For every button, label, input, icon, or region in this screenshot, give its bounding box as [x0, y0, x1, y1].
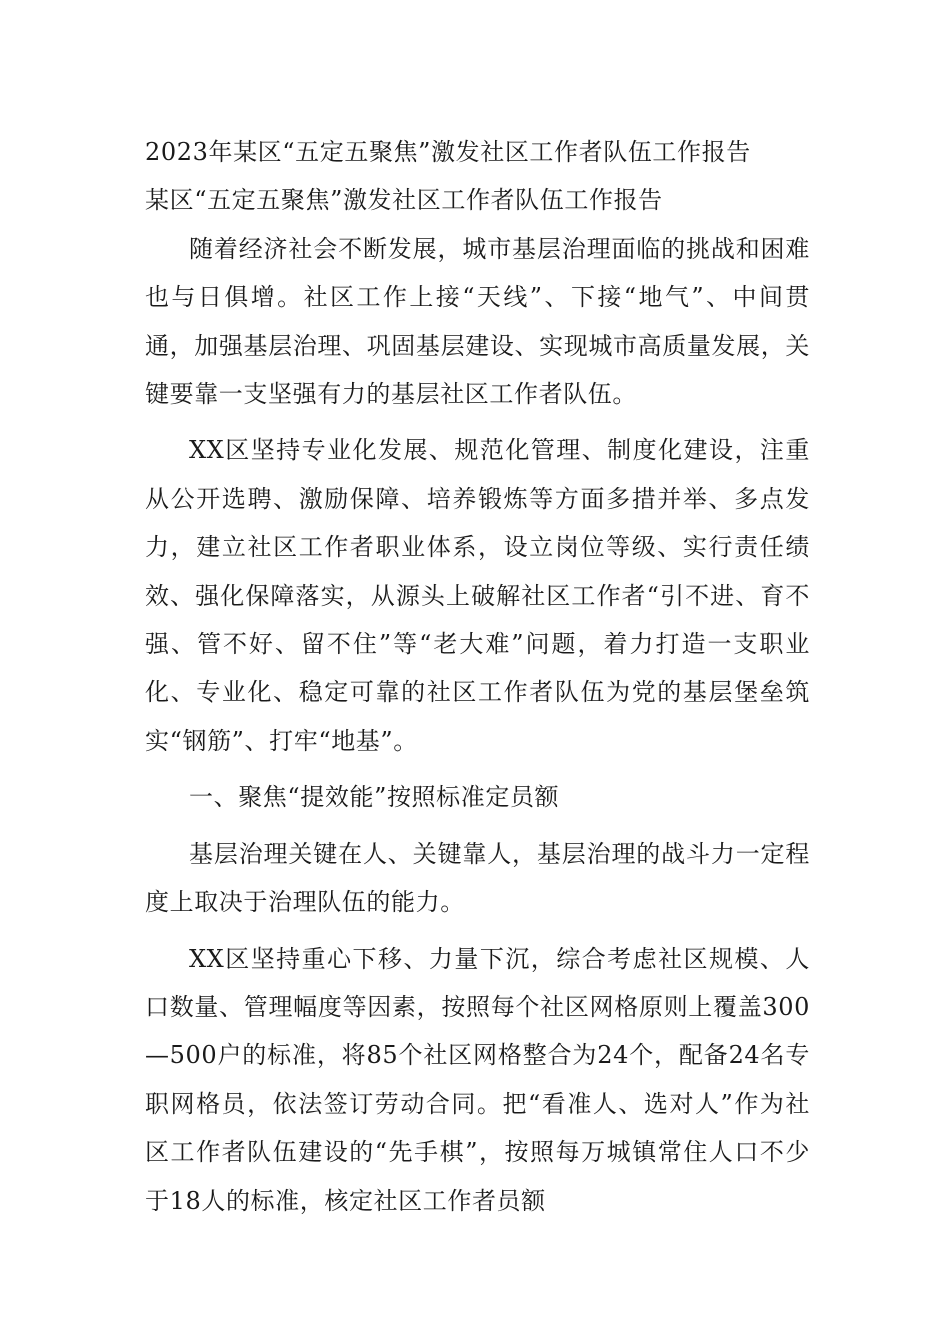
document-subtitle: 某区“五定五聚焦”激发社区工作者队伍工作报告 [145, 186, 663, 215]
paragraph-overview: XX区坚持专业化发展、规范化管理、制度化建设，注重从公开选聘、激励保障、培养锻炼等方面多措并举、多点发力，建立社区工作者职业体系，设立岗位等级、实行责任绩效、强化保障落实，从源头上破解社区工作者“引不进、育不强、管不好、留不住”等“老大难”问题，着力打造一支职业化、专业化、稳定可靠的社区工作者队伍为党的基层堡垒筑实“钢筋”、打牢“地基”。 [145, 436, 810, 755]
document-body [145, 128, 810, 1233]
paragraph-intro: 随着经济社会不断发展，城市基层治理面临的挑战和困难也与日俱增。社区工作上接“天线”、下接“地气”、中间贯通，加强基层治理、巩固基层建设、实现城市高质量发展，关键要靠一支坚强有力的基层社区工作者队伍。 [145, 234, 810, 409]
paragraph-section-1-b: XX区坚持重心下移、力量下沉，综合考虑社区规模、人口数量、管理幅度等因素，按照每个社区网格原则上覆盖300—500户的标准，将85个社区网格整合为24个，配备24名专职网格员，依法签订劳动合同。把“看准人、选对人”作为社区工作者队伍建设的“先手棋”，按照每万城镇常住人口不少于18人的标准，核定社区工作者员额 [145, 944, 810, 1215]
document-title: 2023年某区“五定五聚焦”激发社区工作者队伍工作报告 [145, 138, 751, 166]
paragraph-section-1-a: 基层治理关键在人、关键靠人，基层治理的战斗力一定程度上取决于治理队伍的能力。 [145, 839, 810, 917]
section-heading-1: 一、聚焦“提效能”按照标准定员额 [189, 783, 560, 812]
